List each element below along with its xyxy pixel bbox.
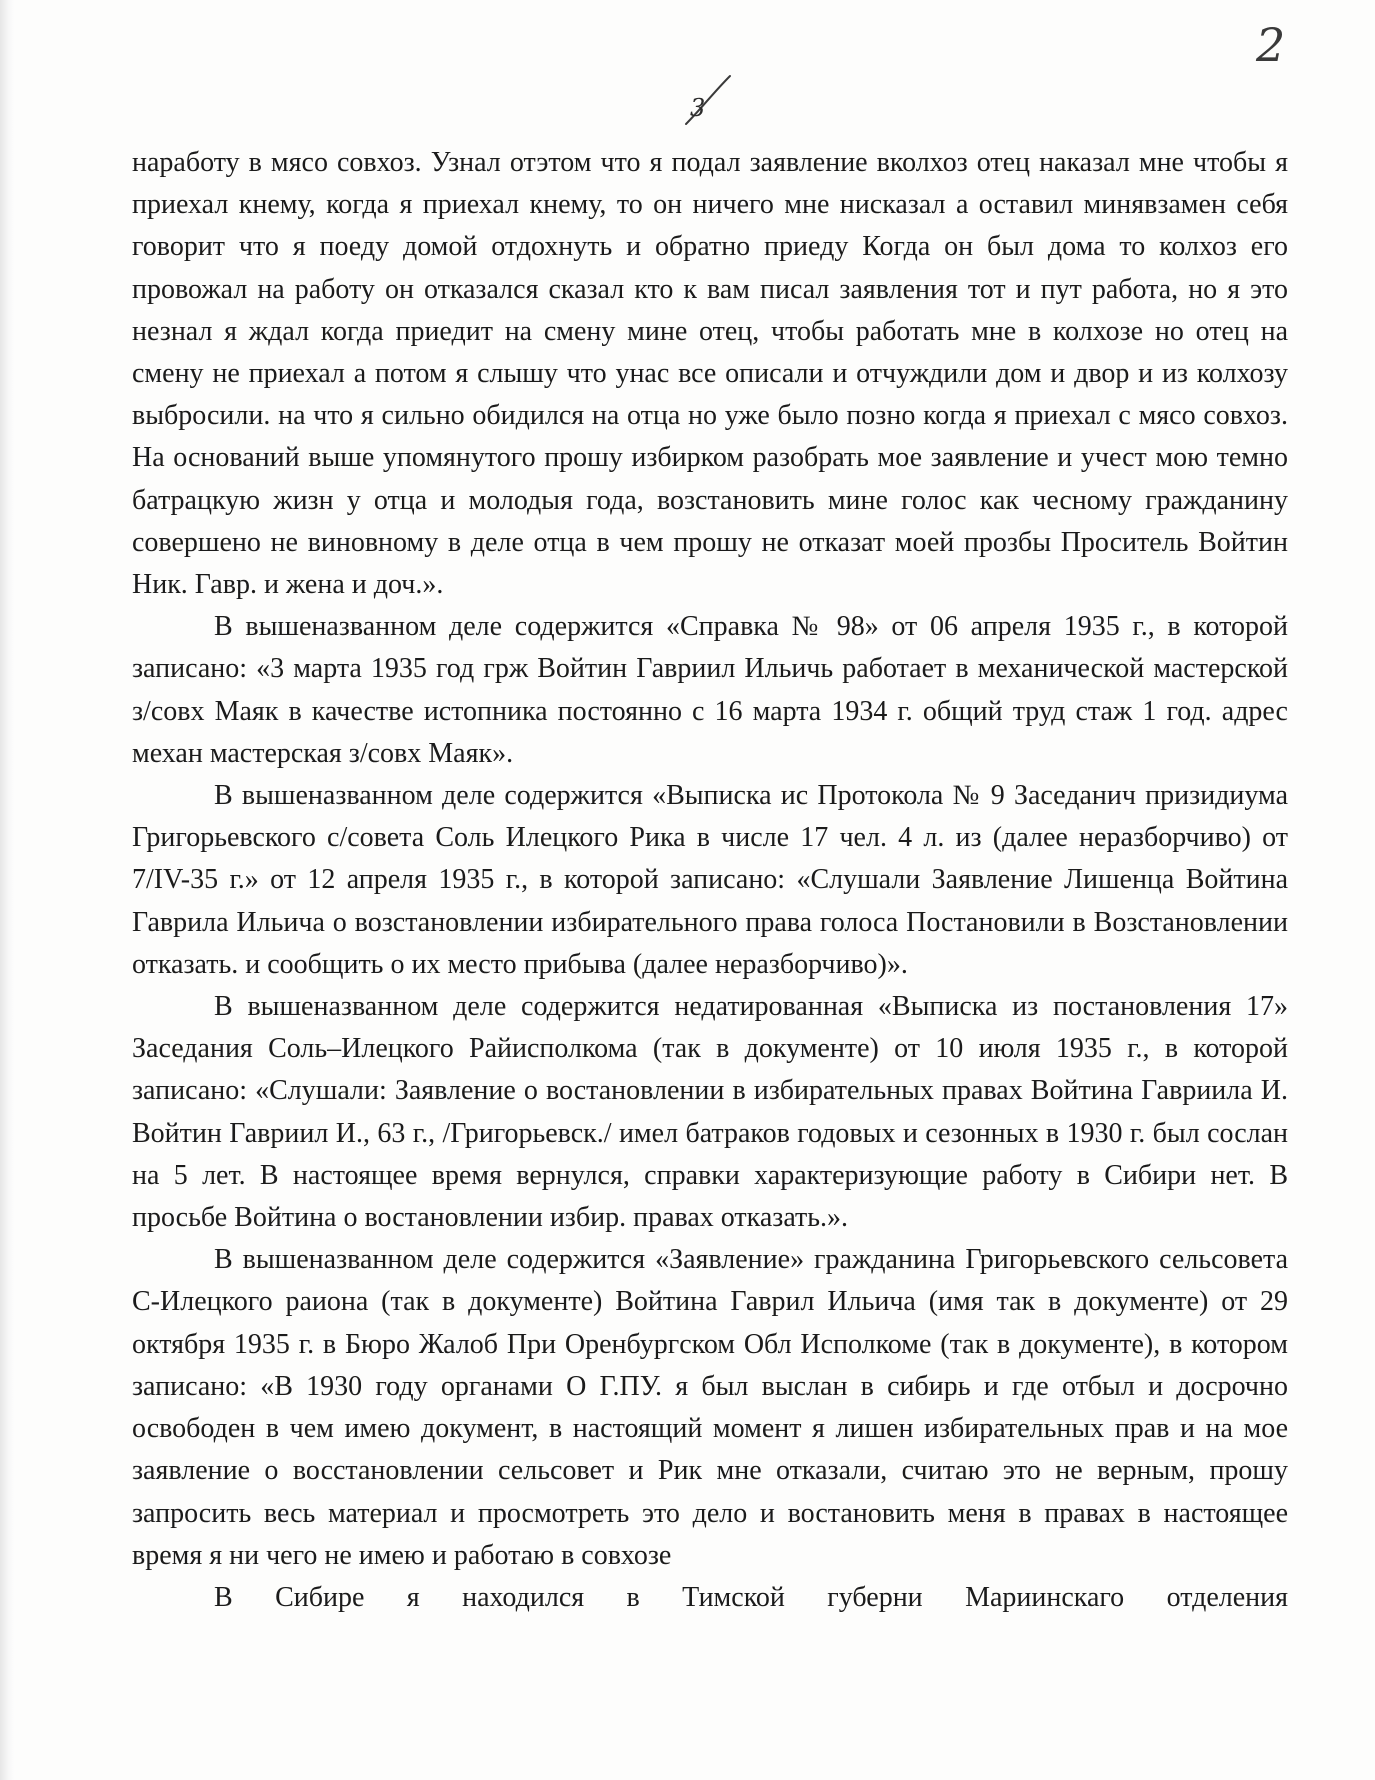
paragraph-continuation: наработу в мясо совхоз. Узнал отэтом что я подал заявление вколхоз отец наказал мне чтобы я приехал кнему, когда я приехал кнему, то он ничего мне нисказал а оставил минявзамен себя говорит что я поеду домой отдохнуть и обратно приеду Когда он был дома то колхоз его провожал на работу он отказался сказал кто к вам писал заявления тот и пут работа, но я это незнал я ждал когда приедит на смену мине отец, чтобы работать мне в колхозе но отец на смену не приехал а потом я слышу что унас все описали и отчуждили дом и двор и из колхозу выбросили. на что я сильно обидился на отца но уже было позно когда я приехал с мясо совхоз. На оснований выше упомянутого прошу избирком разобрать мое заявление и учест мою темно батрацкую жизн у отца и молодыя года, возстановить мине голос как чесному гражданину совершено не виновному в деле отца в чем прошу не отказат моей прозбы Проситель Войтин Ник. Гавр. и жена и доч.». (132, 147, 1288, 601)
paragraph-vypiska-protokol: В вышеназванном деле содержится «Выписка ис Протокола № 9 Заседанич призидиума Григорьевского с/совета Соль Илецкого Рика в числе 17 чел. 4 л. из (далее неразборчиво) от 7/IV-35 г.» от 12 апреля 1935 г., в которой записано: «Слушали Заявление Лишенца Войтина Гаврила Ильича о возстановлении избирательного права голоса Постановили в Возстановлении отказать. и сообщить о их место прибыва (далее неразборчиво)». (132, 780, 1288, 980)
handwritten-folio-number: 3 (690, 94, 706, 122)
document-body (132, 142, 1288, 1619)
paragraph-vypiska-postanovlenie: В вышеназванном деле содержится недатированная «Выписка из постановления 17» Заседания Соль–Илецкого Райисполкома (так в документе) от 10 июля 1935 г., в которой записано: «Слушали: Заявление о востановлении в избирательных правах Войтина Гавриила И. Войтин Гавриил И., 63 г., /Григорьевск./ имел батраков годовых и сезонных в 1930 г. был сослан на 5 лет. В настоящее время вернулся, справки характеризующие работу в Сибири нет. В просьбе Войтина о востановлении избир. правах отказать.». (132, 991, 1288, 1234)
folio-stroke-mark (678, 70, 738, 130)
scan-shadow-edge (0, 0, 14, 1780)
paragraph-spravka: В вышеназванном деле содержится «Справка № 98» от 06 апреля 1935 г., в которой записано: «3 марта 1935 год грж Войтин Гавриил Ильичь работает в механической мастерской з/совх Маяк в качестве истопника постоянно с 16 марта 1934 г. общий труд стаж 1 год. адрес механ мастерская з/совх Маяк». (132, 611, 1288, 769)
paragraph-sibir: В Сибире я находился в Тимской губерни Мариинскаго отделения (214, 1581, 1288, 1613)
handwritten-page-number: 2 (1256, 18, 1286, 72)
paragraph-zayavlenie: В вышеназванном деле содержится «Заявление» гражданина Григорьевского сельсовета С-Илецкого раиона (так в документе) Войтина Гаврил Ильича (имя так в документе) от 29 октября 1935 г. в Бюро Жалоб При Оренбургском Обл Исполкоме (так в документе), в котором записано: «В 1930 году органами О Г.ПУ. я был выслан в сибирь и где отбыл и досрочно освободен в чем имею документ, в настоящий момент я лишен избирательных прав и на мое заявление о восстановлении сельсовет и Рик мне отказали, считаю это не верным, прошу запросить весь материал и просмотреть это дело и востановить меня в правах в настоящее время я ни чего не имею и работаю в совхозе (132, 1244, 1288, 1571)
